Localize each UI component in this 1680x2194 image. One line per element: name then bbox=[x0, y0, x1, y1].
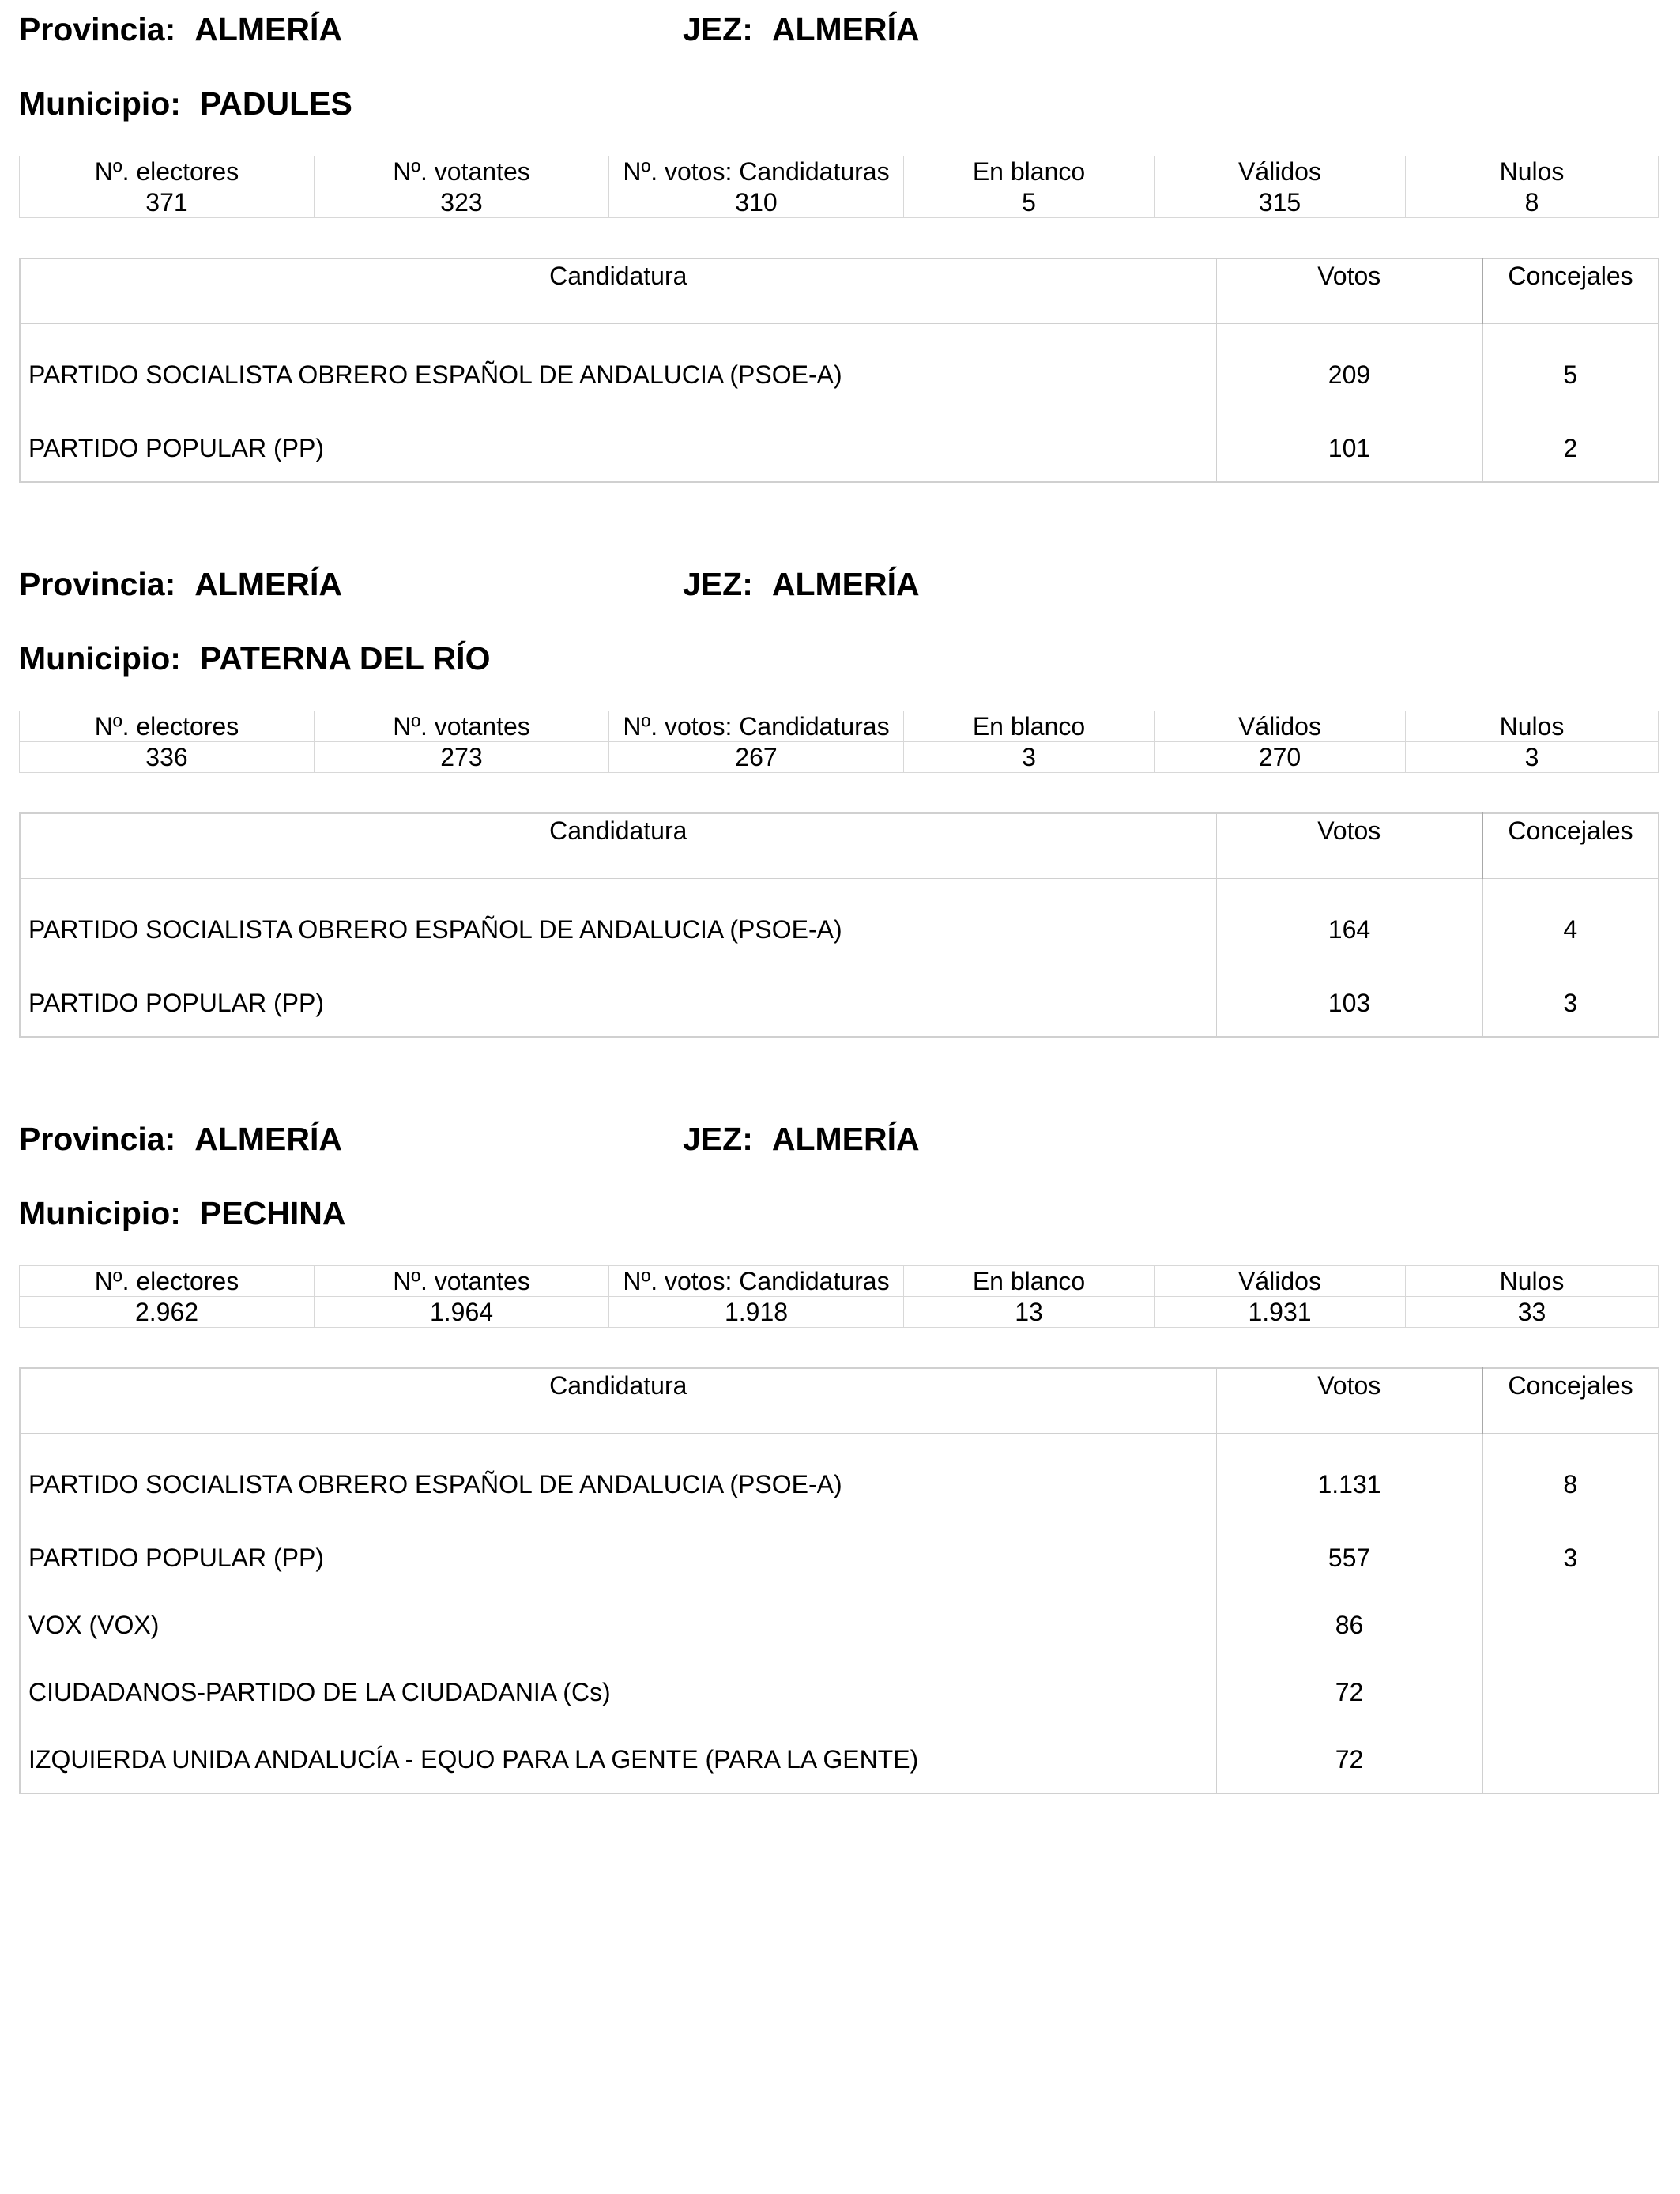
jez-value: ALMERÍA bbox=[771, 566, 920, 602]
blanco-header: En blanco bbox=[904, 711, 1155, 742]
nulos-header: Nulos bbox=[1406, 711, 1659, 742]
candidatura-name: PARTIDO POPULAR (PP) bbox=[28, 1543, 324, 1572]
table-row bbox=[20, 1658, 1659, 1725]
electores-value: 336 bbox=[20, 742, 315, 773]
jez-heading: JEZ: ALMERÍA bbox=[683, 11, 920, 47]
blanco-value: 3 bbox=[904, 742, 1155, 773]
concejales-header: Concejales bbox=[1482, 1368, 1659, 1434]
results-header-row bbox=[20, 813, 1659, 879]
candidatura-name: PARTIDO POPULAR (PP) bbox=[28, 988, 324, 1017]
provincia-heading: Provincia: ALMERÍA bbox=[19, 1121, 342, 1157]
concejales-value bbox=[1482, 1591, 1659, 1658]
concejales-value: 8 bbox=[1482, 1434, 1659, 1525]
validos-value: 1.931 bbox=[1155, 1297, 1406, 1328]
validos-value: 315 bbox=[1155, 187, 1406, 218]
electores-value: 371 bbox=[20, 187, 315, 218]
votos-value: 86 bbox=[1216, 1591, 1482, 1658]
provincia-value: ALMERÍA bbox=[194, 1121, 342, 1157]
candidatura-name: VOX (VOX) bbox=[28, 1610, 160, 1639]
concejales-value: 5 bbox=[1482, 324, 1659, 415]
jez-heading: JEZ: ALMERÍA bbox=[683, 566, 920, 602]
jez-value: ALMERÍA bbox=[771, 1121, 920, 1157]
results-table bbox=[19, 258, 1659, 483]
table-row bbox=[20, 1434, 1659, 1525]
provincia-heading: Provincia: ALMERÍA bbox=[19, 566, 342, 602]
electores-header: Nº. electores bbox=[20, 1266, 315, 1297]
table-row bbox=[20, 1725, 1659, 1793]
validos-value: 270 bbox=[1155, 742, 1406, 773]
votos-value: 209 bbox=[1216, 324, 1482, 415]
nulos-value: 33 bbox=[1406, 1297, 1659, 1328]
votantes-value: 1.964 bbox=[315, 1297, 609, 1328]
jez-value: ALMERÍA bbox=[771, 11, 920, 47]
votos-candidaturas-header: Nº. votos: Candidaturas bbox=[609, 156, 904, 187]
candidatura-name: PARTIDO SOCIALISTA OBRERO ESPAÑOL DE ANDALUCIA (PSOE-A) bbox=[28, 360, 842, 389]
votantes-value: 273 bbox=[315, 742, 609, 773]
table-row bbox=[20, 1591, 1659, 1658]
municipio-heading: Municipio: PADULES bbox=[19, 85, 352, 122]
concejales-value: 3 bbox=[1482, 1524, 1659, 1591]
candidatura-name: PARTIDO POPULAR (PP) bbox=[28, 433, 324, 462]
concejales-value: 3 bbox=[1482, 969, 1659, 1037]
table-row bbox=[20, 324, 1659, 415]
blanco-value: 13 bbox=[904, 1297, 1155, 1328]
votos-candidaturas-header: Nº. votos: Candidaturas bbox=[609, 1266, 904, 1297]
table-row bbox=[20, 1524, 1659, 1591]
municipio-value: PECHINA bbox=[199, 1195, 346, 1231]
nulos-header: Nulos bbox=[1406, 1266, 1659, 1297]
results-table bbox=[19, 1367, 1659, 1794]
municipio-value: PADULES bbox=[199, 85, 352, 122]
blanco-header: En blanco bbox=[904, 156, 1155, 187]
candidatura-header: Candidatura bbox=[20, 258, 1216, 324]
stats-value-row bbox=[20, 187, 1659, 218]
municipio-heading: Municipio: PECHINA bbox=[19, 1195, 346, 1231]
concejales-value: 2 bbox=[1482, 414, 1659, 482]
candidatura-header: Candidatura bbox=[20, 1368, 1216, 1434]
provincia-heading: Provincia: ALMERÍA bbox=[19, 11, 342, 47]
votos-value: 72 bbox=[1216, 1658, 1482, 1725]
concejales-value bbox=[1482, 1658, 1659, 1725]
votantes-header: Nº. votantes bbox=[315, 156, 609, 187]
stats-table bbox=[19, 1265, 1659, 1328]
candidatura-name: IZQUIERDA UNIDA ANDALUCÍA - EQUO PARA LA GENTE (PARA LA GENTE) bbox=[28, 1744, 919, 1774]
votantes-value: 323 bbox=[315, 187, 609, 218]
votos-value: 164 bbox=[1216, 879, 1482, 970]
stats-header-row bbox=[20, 711, 1659, 742]
electores-header: Nº. electores bbox=[20, 156, 315, 187]
validos-header: Válidos bbox=[1155, 1266, 1406, 1297]
candidatura-name: PARTIDO SOCIALISTA OBRERO ESPAÑOL DE ANDALUCIA (PSOE-A) bbox=[28, 1470, 842, 1498]
results-header-row bbox=[20, 1368, 1659, 1434]
votos-candidaturas-value: 267 bbox=[609, 742, 904, 773]
concejales-header: Concejales bbox=[1482, 258, 1659, 324]
electores-header: Nº. electores bbox=[20, 711, 315, 742]
concejales-header: Concejales bbox=[1482, 813, 1659, 879]
validos-header: Válidos bbox=[1155, 156, 1406, 187]
provincia-value: ALMERÍA bbox=[194, 566, 342, 602]
provincia-value: ALMERÍA bbox=[194, 11, 342, 47]
candidatura-name: CIUDADANOS-PARTIDO DE LA CIUDADANIA (Cs) bbox=[28, 1677, 611, 1706]
stats-table bbox=[19, 711, 1659, 773]
votantes-header: Nº. votantes bbox=[315, 1266, 609, 1297]
candidatura-name: PARTIDO SOCIALISTA OBRERO ESPAÑOL DE ANDALUCIA (PSOE-A) bbox=[28, 915, 842, 944]
table-row bbox=[20, 414, 1659, 482]
concejales-value: 4 bbox=[1482, 879, 1659, 970]
votantes-header: Nº. votantes bbox=[315, 711, 609, 742]
votos-candidaturas-value: 310 bbox=[609, 187, 904, 218]
candidatura-header: Candidatura bbox=[20, 813, 1216, 879]
votos-header: Votos bbox=[1216, 1368, 1482, 1434]
stats-value-row bbox=[20, 1297, 1659, 1328]
municipio-heading: Municipio: PATERNA DEL RÍO bbox=[19, 640, 491, 677]
stats-header-row bbox=[20, 156, 1659, 187]
results-table bbox=[19, 812, 1659, 1038]
table-row bbox=[20, 969, 1659, 1037]
votos-value: 101 bbox=[1216, 414, 1482, 482]
votos-candidaturas-value: 1.918 bbox=[609, 1297, 904, 1328]
results-header-row bbox=[20, 258, 1659, 324]
concejales-value bbox=[1482, 1725, 1659, 1793]
votos-value: 1.131 bbox=[1216, 1434, 1482, 1525]
validos-header: Válidos bbox=[1155, 711, 1406, 742]
nulos-value: 3 bbox=[1406, 742, 1659, 773]
stats-table bbox=[19, 156, 1659, 218]
jez-heading: JEZ: ALMERÍA bbox=[683, 1121, 920, 1157]
stats-header-row bbox=[20, 1266, 1659, 1297]
municipio-value: PATERNA DEL RÍO bbox=[199, 640, 491, 677]
votos-header: Votos bbox=[1216, 813, 1482, 879]
nulos-header: Nulos bbox=[1406, 156, 1659, 187]
votos-header: Votos bbox=[1216, 258, 1482, 324]
table-row bbox=[20, 879, 1659, 970]
votos-candidaturas-header: Nº. votos: Candidaturas bbox=[609, 711, 904, 742]
votos-value: 103 bbox=[1216, 969, 1482, 1037]
stats-value-row bbox=[20, 742, 1659, 773]
nulos-value: 8 bbox=[1406, 187, 1659, 218]
votos-value: 557 bbox=[1216, 1524, 1482, 1591]
electores-value: 2.962 bbox=[20, 1297, 315, 1328]
blanco-header: En blanco bbox=[904, 1266, 1155, 1297]
blanco-value: 5 bbox=[904, 187, 1155, 218]
votos-value: 72 bbox=[1216, 1725, 1482, 1793]
